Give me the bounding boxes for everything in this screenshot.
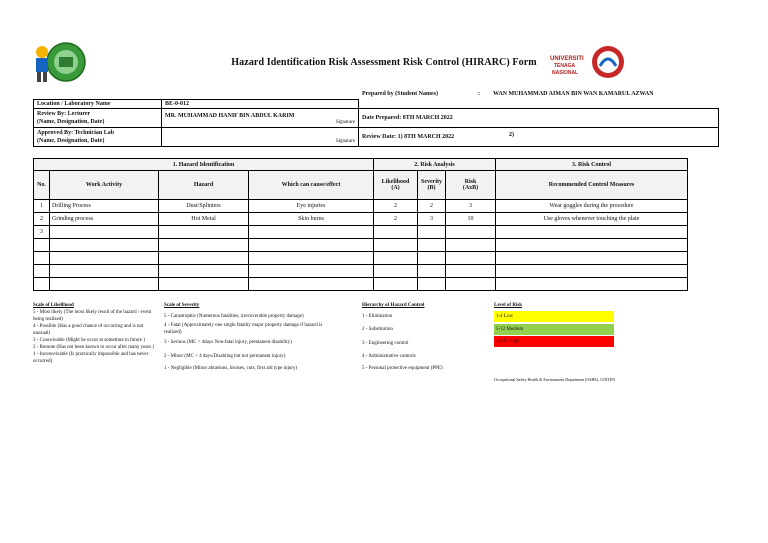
- col-no: No.: [34, 171, 50, 200]
- cell-effect: [249, 252, 374, 265]
- review-by-cell: [162, 109, 359, 128]
- table-row: [34, 239, 688, 252]
- severity-item: 3 - Serious (MC > 4days Non-fatal injury, permanent disability): [164, 340, 292, 345]
- table-row: [34, 200, 688, 213]
- cell-risk: [446, 278, 496, 291]
- section-hazard-identification: 1. Hazard Identification: [34, 159, 374, 171]
- cell-no: [34, 239, 50, 252]
- prepared-separator: :: [478, 91, 480, 97]
- cell-activity: [50, 226, 159, 239]
- approved-by-label: [34, 128, 162, 147]
- cell-likelihood: [374, 265, 418, 278]
- col-severity-code: (B): [427, 185, 436, 191]
- cell-activity: [50, 252, 159, 265]
- cell-measures: Use gloves whenever touching the plate: [496, 213, 688, 226]
- section-risk-analysis: 2. Risk Analysis: [374, 159, 496, 171]
- cell-no: 1: [34, 200, 50, 213]
- footer-note: Occupational Safety Health & Environment Department (OSHE), UNITEN: [494, 377, 616, 382]
- cell-likelihood: 2: [374, 200, 418, 213]
- cell-measures: Wear goggles during the procedure: [496, 200, 688, 213]
- cell-severity: 3: [418, 213, 446, 226]
- table-row: [34, 213, 688, 226]
- risk-level-high: 15-25 High: [494, 336, 614, 347]
- section-risk-control: 3. Risk Control: [496, 159, 688, 171]
- likelihood-legend: [33, 302, 161, 365]
- cell-likelihood: 2: [374, 213, 418, 226]
- date-prepared: Date Prepared: 8TH MARCH 2022: [359, 109, 719, 128]
- risk-level-low: 1-4 Low: [494, 311, 614, 322]
- review-date: Review Date: 1) 8TH MARCH 2022: [362, 134, 455, 140]
- cell-no: [34, 278, 50, 291]
- likelihood-item: 5 - Most likely (The most likely result of the hazard / event being realized): [33, 310, 152, 322]
- cell-severity: [418, 265, 446, 278]
- table-row: [34, 265, 688, 278]
- table-row: [34, 226, 688, 239]
- col-likelihood: [374, 171, 418, 200]
- cell-activity: [50, 239, 159, 252]
- approved-by-role: Approved By: Technician Lab: [37, 130, 115, 136]
- blank-cell: [359, 100, 719, 109]
- cell-risk: [446, 239, 496, 252]
- risk-level-heading: Level of Risk: [494, 303, 523, 308]
- cell-measures: [496, 278, 688, 291]
- col-hazard: Hazard: [159, 171, 249, 200]
- col-severity-label: Severity: [421, 179, 442, 185]
- cell-severity: 2: [418, 200, 446, 213]
- svg-text:TENAGA: TENAGA: [554, 63, 576, 69]
- likelihood-item: 2 - Remote (Has not been known to occur after many years ): [33, 345, 155, 350]
- cell-effect: [249, 265, 374, 278]
- svg-text:UNIVERSITI: UNIVERSITI: [550, 56, 584, 62]
- cell-risk: [446, 226, 496, 239]
- col-risk: [446, 171, 496, 200]
- hierarchy-item: 4 - Administrative controls: [362, 354, 416, 359]
- cell-effect: [249, 239, 374, 252]
- col-activity: Work Activity: [50, 171, 159, 200]
- cell-risk: 3: [446, 200, 496, 213]
- cell-hazard: [159, 226, 249, 239]
- hirarc-table: [33, 158, 688, 291]
- review-date-2: 2): [509, 132, 514, 138]
- prepared-label: Prepared by (Student Names): [362, 91, 438, 97]
- likelihood-item: 4 - Possible (Has a good chance of occurring and is not unusual): [33, 324, 144, 336]
- cell-activity: Grinding process: [50, 213, 159, 226]
- severity-item: 4 - Fatal (Approximately one single fatality major property damage if hazard is realized): [164, 323, 323, 335]
- table-row: [34, 278, 688, 291]
- cell-risk: [446, 252, 496, 265]
- col-effect: Which can cause/effect: [249, 171, 374, 200]
- col-risk-label: Risk: [464, 179, 477, 185]
- svg-text:NASIONAL: NASIONAL: [552, 70, 579, 76]
- approved-signature: Signature: [335, 139, 355, 144]
- cell-measures: [496, 265, 688, 278]
- form-title: Hazard Identification Risk Assessment Risk Control (HIRARC) Form: [231, 57, 537, 68]
- cell-severity: [418, 278, 446, 291]
- cell-activity: [50, 278, 159, 291]
- cell-likelihood: [374, 252, 418, 265]
- location-value: BE-0-012: [162, 100, 359, 109]
- cell-no: 3: [34, 226, 50, 239]
- col-likelihood-code: (A): [391, 185, 400, 191]
- cell-hazard: Hot Metal: [159, 213, 249, 226]
- cell-measures: [496, 226, 688, 239]
- cell-no: 2: [34, 213, 50, 226]
- hierarchy-item: 3 - Engineering control: [362, 341, 409, 346]
- cell-risk: [446, 265, 496, 278]
- table-row: [34, 252, 688, 265]
- severity-item: 1 - Negligible (Minor abrasions, bruises, cuts, first aid type injury): [164, 366, 298, 371]
- review-by-note: (Name, Designation, Date): [37, 119, 105, 125]
- review-by-role: Review By: Lecturer: [37, 111, 91, 117]
- cell-risk: 10: [446, 213, 496, 226]
- hierarchy-item: 1 - Elimination: [362, 314, 393, 319]
- likelihood-heading: Scale of Likelihood: [33, 303, 74, 308]
- col-measures: Recommended Control Measures: [496, 171, 688, 200]
- review-signature: Signature: [335, 120, 355, 125]
- cell-severity: [418, 252, 446, 265]
- approved-by-cell: [162, 128, 359, 147]
- cell-activity: Drilling Process: [50, 200, 159, 213]
- cell-effect: [249, 226, 374, 239]
- review-by-label: [34, 109, 162, 128]
- cell-likelihood: [374, 239, 418, 252]
- hierarchy-item: 5 - Personal protective equipment (PPE): [362, 366, 443, 371]
- col-risk-code: (AxB): [462, 185, 479, 191]
- cell-likelihood: [374, 278, 418, 291]
- cell-measures: [496, 252, 688, 265]
- cell-severity: [418, 239, 446, 252]
- cell-hazard: [159, 252, 249, 265]
- severity-item: 5 - Catastrophic (Numerous fatalities, irrecoverable property damage): [164, 314, 304, 319]
- likelihood-item: 1 - Inconceivable (Is practically impossible and has never occurred): [33, 352, 149, 364]
- col-likelihood-label: Likelihood: [381, 179, 410, 185]
- cell-hazard: [159, 278, 249, 291]
- hierarchy-heading: Hierarchy of Hazard Control: [362, 303, 425, 308]
- cell-hazard: Dust/Splinters: [159, 200, 249, 213]
- col-severity: [418, 171, 446, 200]
- cell-effect: Skin burns: [249, 213, 374, 226]
- hirarc-rows: [34, 200, 688, 291]
- cell-activity: [50, 265, 159, 278]
- cell-effect: [249, 278, 374, 291]
- cell-hazard: [159, 265, 249, 278]
- risk-level-medium: 5-12 Medium: [494, 324, 614, 335]
- cell-no: [34, 265, 50, 278]
- info-table: [33, 99, 719, 147]
- location-label: Location / Laboratory Name: [34, 100, 162, 109]
- approved-by-note: (Name, Designation, Date): [37, 138, 105, 144]
- likelihood-item: 3 - Conceivable (Might be occur at sometime in future ): [33, 338, 145, 343]
- severity-heading: Scale of Severity: [164, 303, 200, 308]
- cell-hazard: [159, 239, 249, 252]
- cell-likelihood: [374, 226, 418, 239]
- hierarchy-item: 2 - Substitution: [362, 327, 393, 332]
- cell-effect: Eye injuries: [249, 200, 374, 213]
- cell-measures: [496, 239, 688, 252]
- severity-item: 2 - Minor (MC < 4 days/Disabling but not permanent injury): [164, 354, 286, 359]
- review-date-cell: [359, 128, 719, 147]
- cell-severity: [418, 226, 446, 239]
- prepared-value: WAN MUHAMMAD AIMAN BIN WAN KAMARUL AZWAN: [493, 91, 654, 97]
- review-by-value: MR. MUHAMMAD HANIF BIN ABDUL KARIM: [165, 113, 295, 119]
- cell-no: [34, 252, 50, 265]
